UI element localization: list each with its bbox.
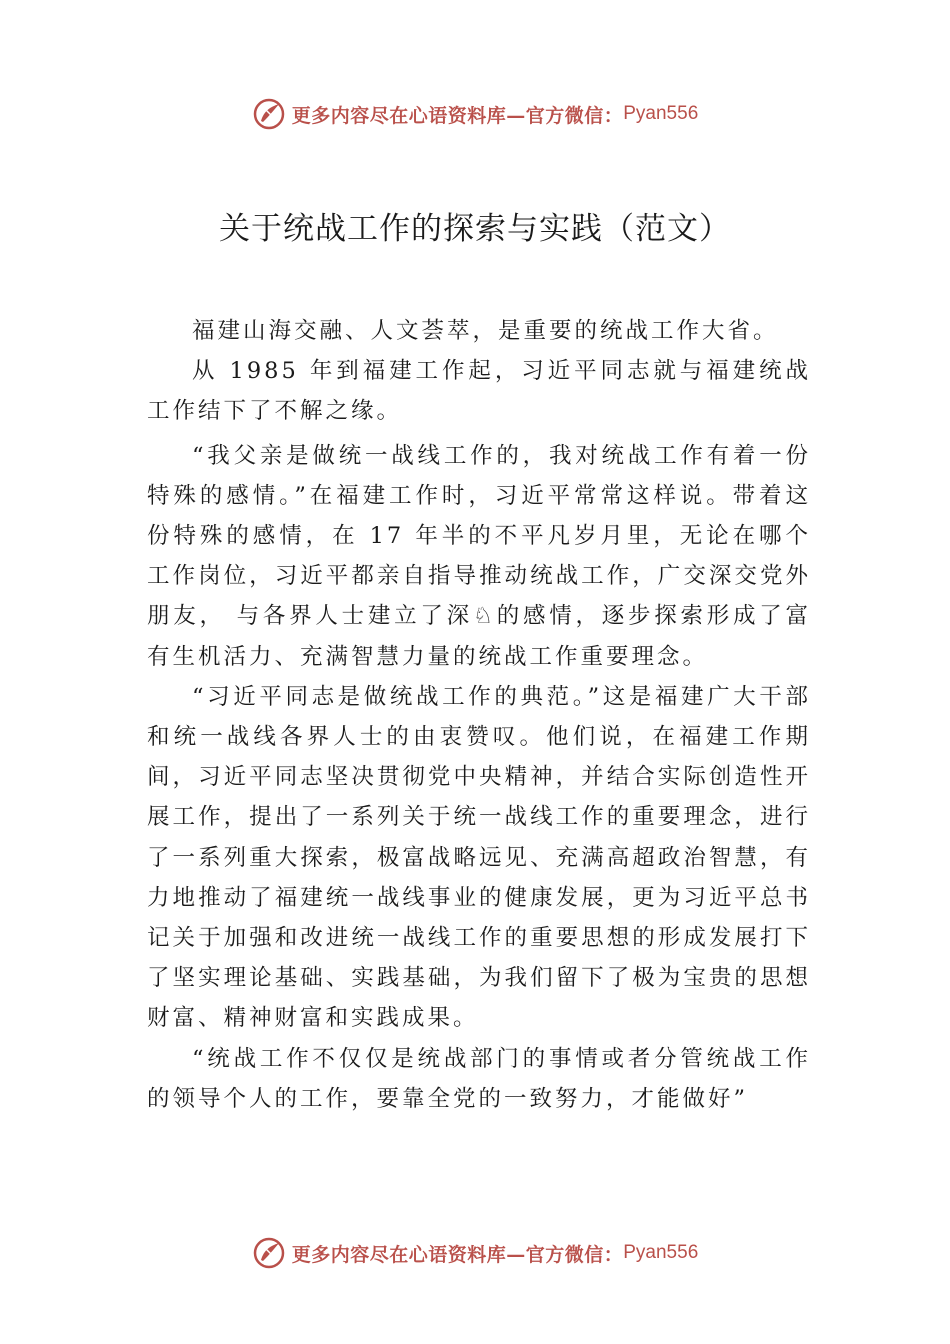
banner-text: 更多内容尽在心语资料库—官方微信： bbox=[291, 1243, 624, 1266]
banner-wechat-id: Pyan556 bbox=[623, 1242, 699, 1263]
paragraph: “统战工作不仅仅是统战部门的事情或者分管统战工作的领导个人的工作，要靠全党的一致努力，才能做好” bbox=[147, 1045, 811, 1112]
paragraph: “我父亲是做统一战线工作的，我对统战工作有着一份特殊的感情。”在福建工作时，习近平常常这样说。带着这份特殊的感情，在 17 年半的不平凡岁月里，无论在哪个工作岗位，习近平都亲自指导推动统战工作，广交深交党外朋友， 与各界人士建立了深♘的感情，逐步探索形成了富有生机活力、充满智慧力量的统战工作重要理念。 bbox=[147, 442, 811, 670]
paragraph: 福建山海交融、人文荟萃，是重要的统战工作大省。 bbox=[192, 318, 779, 344]
paragraph: “习近平同志是做统战工作的典范。”这是福建广大干部和统一战线各界人士的由衷赞叹。他们说，在福建工作期间，习近平同志坚决贯彻党中央精神，并结合实际创造性开展工作，提出了一系列关于统一战线工作的重要理念，进行了一系列重大探索，极富战略远见、充满高超政治智慧，有力地推动了福建统一战线事业的健康发展，更为习近平总书记关于加强和改进统一战线工作的重要思想的形成发展打下了坚实理论基础、实践基础，为我们留下了极为宝贵的思想财富、精神财富和实践成果。 bbox=[147, 683, 811, 1032]
banner-wechat-id: Pyan556 bbox=[623, 103, 699, 124]
footer-banner bbox=[0, 1233, 950, 1273]
document-body bbox=[147, 311, 811, 1119]
page-title: 关于统战工作的探索与实践（范文） bbox=[219, 211, 731, 247]
banner-text: 更多内容尽在心语资料库—官方微信： bbox=[291, 104, 624, 127]
seal-logo-icon bbox=[252, 1236, 286, 1270]
seal-logo-icon bbox=[252, 97, 286, 131]
header-banner bbox=[0, 94, 950, 134]
paragraph: 从 1985 年到福建工作起，习近平同志就与福建统战工作结下了不解之缘。 bbox=[147, 358, 811, 425]
